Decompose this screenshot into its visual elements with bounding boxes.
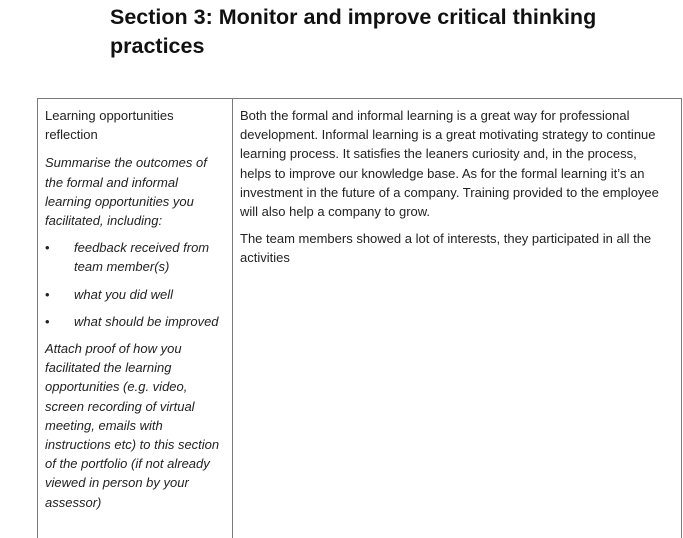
bullet-icon: • [45,286,50,302]
bullet-item [45,312,226,331]
bullet-icon: • [45,240,50,256]
response-cell[interactable] [234,99,681,538]
bullet-text: what should be improved [74,313,219,329]
bullet-text: what you did well [74,286,173,302]
row-label: Learning opportunities reflection [45,108,174,143]
instruction-text: Summarise the outcomes of the formal and informal learning opportunities you facilitated, including: [45,155,207,229]
bullet-item [45,238,226,276]
bullet-text: feedback received from team member(s) [74,240,210,275]
reflection-table [37,98,682,538]
prompt-cell [38,99,233,538]
bullet-item [45,285,226,304]
response-paragraph: The team members showed a lot of interests, they participated in all the activities [240,231,652,266]
response-paragraph: Both the formal and informal learning is a great way for professional development. Informal learning is a great motivating strategy to continue learning process. It satisfies the leaners curiosity and, in the process, helps to improve our knowledge base. As for the formal learning it’s an investment in the future of a company. Training provided to the employee will also help a company to grow. [240,108,659,220]
bullet-icon: • [45,313,50,329]
attach-proof-text: Attach proof of how you facilitated the learning opportunities (e.g. video, screen recording of virtual meeting, emails with instructions etc) to this section of the portfolio (if not already viewed in person by your assessor) [45,341,220,510]
instruction-bullets [45,238,226,331]
section-title: Section 3: Monitor and improve critical thinking practices [110,5,597,58]
